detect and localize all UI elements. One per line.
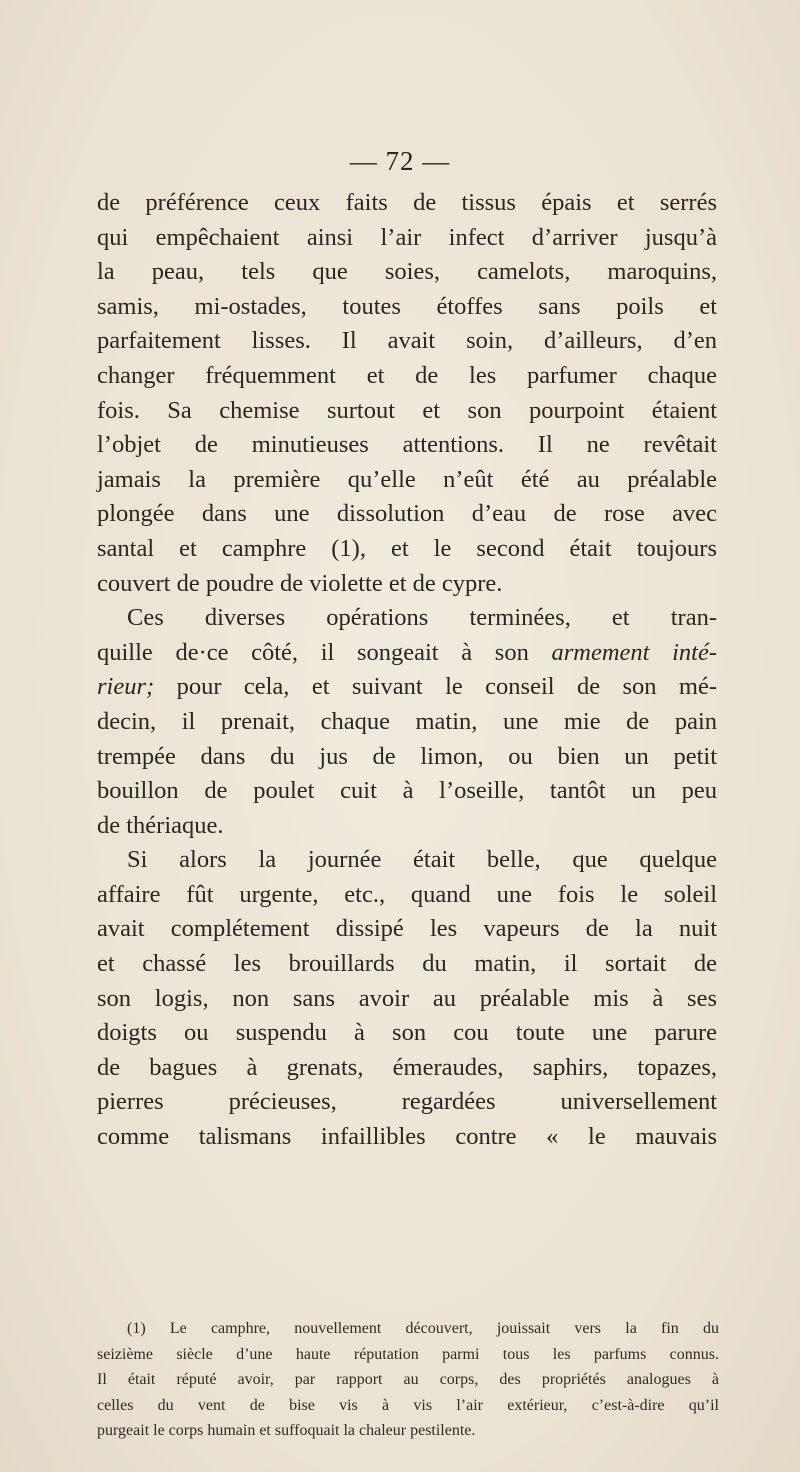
text-line: affaire fût urgente, etc., quand une fois le soleil [97, 880, 717, 908]
footnote-line: (1) Le camphre, nouvellement découvert, jouissait vers la fin du [127, 1320, 719, 1337]
text-line: bouillon de poulet cuit à l’oseille, tantôt un peu [97, 777, 717, 805]
text-line: santal et camphre (1), et le second était toujours [97, 534, 717, 562]
text-line: de bagues à grenats, émeraudes, saphirs, topazes, [97, 1053, 717, 1081]
text-line: decin, il prenait, chaque matin, une mie de pain [97, 707, 717, 735]
text-line: avait complétement dissipé les vapeurs de la nuit [97, 915, 717, 943]
text-line: doigts ou suspendu à son cou toute une parure [97, 1019, 717, 1047]
footnote-line: celles du vent de bise vis à vis l’air extérieur, c’est-à-dire qu’il [97, 1396, 719, 1414]
text-line: changer fréquemment et de les parfumer chaque [97, 361, 717, 389]
text-line: jamais la première qu’elle n’eût été au préalable [97, 465, 717, 493]
text-line: son logis, non sans avoir au préalable mis à ses [97, 984, 717, 1012]
italic-phrase: rieur; [97, 673, 155, 701]
text-line: et chassé les brouillards du matin, il sortait de [97, 950, 717, 978]
text-run: quille de·ce côté, il songeait à son [97, 638, 529, 666]
text-line: parfaitement lisses. Il avait soin, d’ailleurs, d’en [97, 327, 717, 355]
text-line: Ces diverses opérations terminées, et tran- [127, 604, 717, 632]
footnote-line: Il était réputé avoir, par rapport au corps, des propriétés analogues à [97, 1371, 719, 1388]
text-line: plongée dans une dissolution d’eau de rose avec [97, 500, 717, 528]
text-line: pierres précieuses, regardées universellement [97, 1088, 717, 1116]
text-line: Si alors la journée était belle, que quelque [127, 846, 717, 874]
text-line: trempée dans du jus de limon, ou bien un petit [97, 742, 717, 770]
text-line: couvert de poudre de violette et de cypre. [97, 569, 503, 597]
footnote [97, 1316, 719, 1444]
text-line: de thériaque. [97, 811, 224, 839]
page-number: — 72 — [349, 146, 451, 176]
text-line: qui empêchaient ainsi l’air infect d’arriver jusqu’à [97, 223, 717, 251]
text-line-mixed [97, 636, 717, 671]
text-line: samis, mi-ostades, toutes étoffes sans poils et [97, 292, 717, 320]
text-run: pour cela, et suivant le conseil de son mé- [154, 673, 717, 701]
footnote-line: seizième siècle d’une haute réputation parmi tous les parfums connus. [97, 1345, 719, 1363]
text-line: de préférence ceux faits de tissus épais et serrés [97, 189, 717, 216]
text-line-mixed [97, 670, 717, 705]
text-line: l’objet de minutieuses attentions. Il ne revêtait [97, 431, 717, 459]
text-line: fois. Sa chemise surtout et son pourpoint étaient [97, 396, 717, 424]
italic-phrase: armement inté- [551, 638, 718, 666]
text-line: comme talismans infaillibles contre « le mauvais [97, 1123, 717, 1151]
text-line: la peau, tels que soies, camelots, maroquins, [97, 258, 717, 286]
footnote-line: purgeait le corps humain et suffoquait la chaleur pestilente. [97, 1422, 476, 1439]
body-text [97, 186, 717, 1155]
